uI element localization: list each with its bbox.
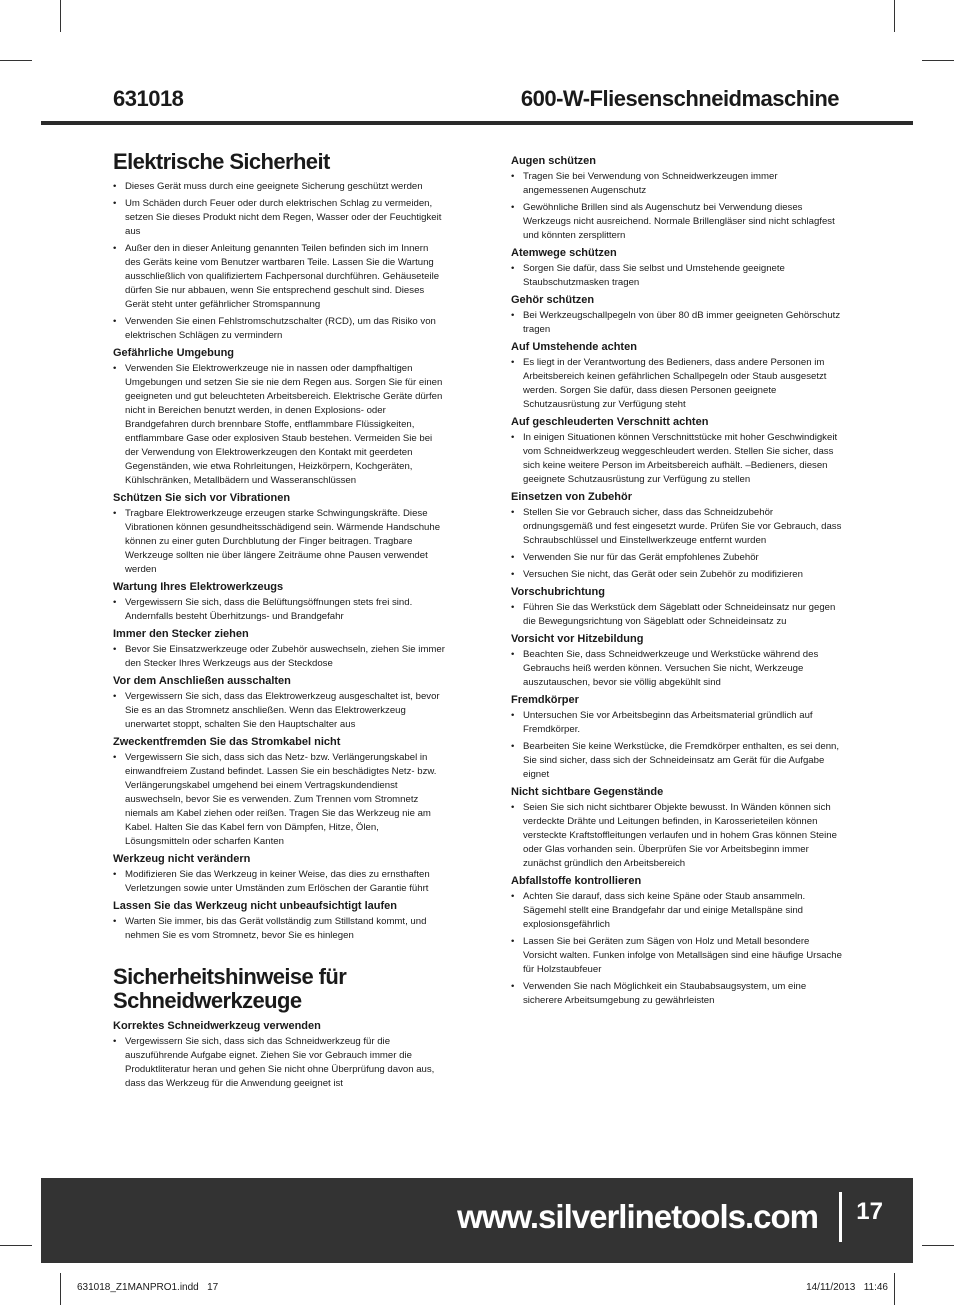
subsection-title: Zweckentfremden Sie das Stromkabel nicht bbox=[113, 736, 341, 748]
subsection-title: Schützen Sie sich vor Vibrationen bbox=[113, 492, 291, 504]
list-item: • Dieses Gerät muss durch eine geeignete Sicherung geschützt werden bbox=[113, 180, 445, 194]
header-rule bbox=[41, 121, 913, 125]
print-slug-file: 631018_Z1MANPRO1.indd 17 bbox=[77, 1282, 219, 1293]
crop-mark bbox=[60, 0, 61, 32]
bullet-list bbox=[511, 601, 843, 629]
list-item: • Verwenden Sie nach Möglichkeit ein Staubabsaugsystem, um eine sicherere Arbeitsumgebung zu gewährleisten bbox=[511, 980, 843, 1008]
list-item: • Um Schäden durch Feuer oder durch elektrischen Schlag zu vermeiden, setzen Sie dieses Produkt nicht dem Regen, Wasser oder der Feuchtigkeit aus bbox=[113, 197, 445, 239]
crop-mark bbox=[60, 1273, 61, 1305]
list-item: • Außer den in dieser Anleitung genannten Teilen befinden sich im Innern des Geräts keine vom Benutzer wartbaren Teile. Lassen Sie die Wartung ausschließlich von qualifiziertem Fachpersonal durchführen. Gehäuseteile dürfen Sie nur abbauen, wenn Sie entsprechend geschult sind. Dieses Gerät steht unter gefährlicher Stromspannung bbox=[113, 242, 445, 312]
list-item: • Bevor Sie Einsatzwerkzeuge oder Zubehör auswechseln, ziehen Sie immer den Stecker Ihres Werkzeugs aus der Steckdose bbox=[113, 643, 445, 671]
bullet-list bbox=[113, 915, 445, 943]
crop-mark bbox=[922, 1245, 954, 1246]
bullet-list bbox=[511, 506, 843, 582]
crop-mark bbox=[922, 60, 954, 61]
product-title: 600-W-Fliesenschneidmaschine bbox=[520, 86, 839, 111]
bullet-list bbox=[113, 507, 445, 577]
list-item: • Verwenden Sie nur für das Gerät empfohlenes Zubehör bbox=[511, 551, 843, 565]
bullet-list bbox=[511, 309, 843, 337]
bullet-list bbox=[113, 751, 445, 849]
list-item: • Vergewissern Sie sich, dass sich das Schneidwerkzeug für die auszuführende Aufgabe eignet. Ziehen Sie vor Gebrauch immer die Produktliteratur heran und gehen Sie nicht ohne Überprüfung davon aus, dass das Werkzeug für die Anwendung geeignet ist bbox=[113, 1035, 445, 1091]
bullet-list bbox=[113, 362, 445, 488]
subsection-title: Auf geschleuderten Verschnitt achten bbox=[511, 416, 709, 428]
bullet-list bbox=[511, 170, 843, 243]
product-code: 631018 bbox=[113, 86, 184, 111]
subsection-title: Augen schützen bbox=[511, 155, 596, 167]
page-number: 17 bbox=[856, 1198, 883, 1225]
bullet-list bbox=[113, 180, 445, 343]
bullet-list bbox=[511, 801, 843, 871]
list-item: • Führen Sie das Werkstück dem Sägeblatt oder Schneideinsatz nur gegen die Bewegungsrichtung von Sägeblatt oder Schneideinsatz zu bbox=[511, 601, 843, 629]
left-column bbox=[113, 150, 445, 1094]
subsection-title: Vorsicht vor Hitzebildung bbox=[511, 633, 644, 645]
section-heading: Elektrische Sicherheit bbox=[113, 149, 330, 174]
page-number-divider bbox=[839, 1192, 842, 1242]
list-item: • Untersuchen Sie vor Arbeitsbeginn das Arbeitsmaterial gründlich auf Fremdkörper. bbox=[511, 709, 843, 737]
subsection-title: Werkzeug nicht verändern bbox=[113, 853, 251, 865]
list-item: • Seien Sie sich nicht sichtbarer Objekte bewusst. In Wänden können sich verdeckte Drähte und Leitungen befinden, in Karosserieteilen können versteckte Kraftstoffleitungen verlaufen und in hohem Gras können Steine oder Glas vorhanden sein. Überprüfen Sie vor Arbeitsbeginn immer zunächst gründlich den Arbeitsbereich bbox=[511, 801, 843, 871]
subsection-title: Vor dem Anschließen ausschalten bbox=[113, 675, 291, 687]
list-item: • Es liegt in der Verantwortung des Bedieners, dass andere Personen im Arbeitsbereich keinen gefährlichen Schallpegeln oder Staub ausgesetzt werden. Sorgen Sie dafür, dass diesen Personen geeignete Schutzausrüstung zur Verfügung steht bbox=[511, 356, 843, 412]
print-slug-date: 14/11/2013 11:46 bbox=[806, 1282, 888, 1293]
list-item: • In einigen Situationen können Verschnittstücke mit hoher Geschwindigkeit vom Schneidwerkzeug weggeschleudert werden. Stellen Sie sicher, dass sich keine weitere Person im Arbeitsbereich aufhält. –Bedieners, diesen geeignete Schutzausrüstung zur Verfügung zu stellen bbox=[511, 431, 843, 487]
list-item: • Lassen Sie bei Geräten zum Sägen von Holz und Metall besondere Vorsicht walten. Funken infolge von Metallsägen sind eine häufige Ursache für Holzstaubfeuer bbox=[511, 935, 843, 977]
crop-mark bbox=[894, 0, 895, 32]
bullet-list bbox=[511, 648, 843, 690]
subsection-title: Lassen Sie das Werkzeug nicht unbeaufsichtigt laufen bbox=[113, 900, 398, 912]
website-url: www.silverlinetools.com bbox=[457, 1198, 818, 1235]
subsection-title: Abfallstoffe kontrollieren bbox=[511, 875, 642, 887]
list-item: • Modifizieren Sie das Werkzeug in keiner Weise, das dies zu ernsthaften Verletzungen sowie unter Umständen zum Erlöschen der Garantie führt bbox=[113, 868, 445, 896]
subsection-title: Nicht sichtbare Gegenstände bbox=[511, 786, 664, 798]
bullet-list bbox=[113, 596, 445, 624]
list-item: • Beachten Sie, dass Schneidwerkzeuge und Werkstücke während des Gebrauchs heiß werden können. Versuchen Sie nicht, Werkzeuge auszutauschen, bevor sie völlig abgekühlt sind bbox=[511, 648, 843, 690]
list-item: • Bearbeiten Sie keine Werkstücke, die Fremdkörper enthalten, es sei denn, Sie sind sicher, dass sich der Schneideinsatz am Gerät für die Aufgabe eignet bbox=[511, 740, 843, 782]
bullet-list bbox=[511, 356, 843, 412]
bullet-list bbox=[511, 262, 843, 290]
subsection-title: Auf Umstehende achten bbox=[511, 341, 637, 353]
subsection-title: Einsetzen von Zubehör bbox=[511, 491, 633, 503]
footer-bar bbox=[41, 1178, 913, 1263]
subsection-title: Fremdkörper bbox=[511, 694, 579, 706]
bullet-list bbox=[113, 1035, 445, 1091]
list-item: • Gewöhnliche Brillen sind als Augenschutz bei Verwendung dieses Werkzeugs nicht ausreichend. Normale Brillengläser sind nicht schlagfest und könnten zersplittern bbox=[511, 201, 843, 243]
list-item: • Versuchen Sie nicht, das Gerät oder sein Zubehör zu modifizieren bbox=[511, 568, 843, 582]
subsection-title: Wartung Ihres Elektrowerkzeugs bbox=[113, 581, 284, 593]
crop-mark bbox=[0, 1245, 32, 1246]
list-item: • Vergewissern Sie sich, dass sich das Netz- bzw. Verlängerungskabel in einwandfreiem Zustand befindet. Lassen Sie ein beschädigtes Netz- bzw. Verlängerungskabel umgehend bei einem Vertragskundendienst auswechseln, bevor Sie es verwenden. Zum Trennen vom Stromnetz niemals am Kabel ziehen oder reißen. Tragen Sie das Werkzeug nie am Kabel. Halten Sie das Kabel fern von Dämpfen, Hitze, Ölen, Lösungsmitteln oder scharfen Kanten bbox=[113, 751, 445, 849]
bullet-list bbox=[113, 643, 445, 671]
subsection-title: Gehör schützen bbox=[511, 294, 595, 306]
subsection-title: Gefährliche Umgebung bbox=[113, 347, 235, 359]
list-item: • Tragen Sie bei Verwendung von Schneidwerkzeugen immer angemessenen Augenschutz bbox=[511, 170, 843, 198]
list-item: • Verwenden Sie einen Fehlstromschutzschalter (RCD), um das Risiko von elektrischen Schlägen zu vermindern bbox=[113, 315, 445, 343]
section-heading: Sicherheitshinweise für Schneidwerkzeuge bbox=[113, 964, 347, 1013]
bullet-list bbox=[511, 709, 843, 782]
list-item: • Verwenden Sie Elektrowerkzeuge nie in nassen oder dampfhaltigen Umgebungen und setzen Sie sie nie dem Regen aus. Sorgen Sie für einen geeigneten und gut beleuchteten Arbeitsbereich. Elektrische Geräte dürfen nicht in Bereichen benutzt werden, in denen Explosions- oder Brandgefahren durch brennbare Stoffe, entflammbare Flüssigkeiten, entflammbare Gase oder explosiven Staub bestehen. Vermeiden Sie bei der Verwendung von Elektrowerkzeugen den Kontakt mit geerdeten Gegenständen, wie etwa Rohrleitungen, Heizkörpern, Kochgeräten, Kühlschränken, Metallbädern und Wasseranschlüssen bbox=[113, 362, 445, 488]
list-item: • Vergewissern Sie sich, dass die Belüftungsöffnungen stets frei sind. Andernfalls besteht Überhitzungs- und Brandgefahr bbox=[113, 596, 445, 624]
crop-mark bbox=[894, 1273, 895, 1305]
crop-mark bbox=[0, 60, 32, 61]
bullet-list bbox=[113, 868, 445, 896]
list-item: • Warten Sie immer, bis das Gerät vollständig zum Stillstand kommt, und nehmen Sie es vom Stromnetz, bevor Sie es hinlegen bbox=[113, 915, 445, 943]
right-column bbox=[511, 153, 843, 1011]
bullet-list bbox=[113, 690, 445, 732]
bullet-list bbox=[511, 431, 843, 487]
list-item: • Vergewissern Sie sich, dass das Elektrowerkzeug ausgeschaltet ist, bevor Sie es an das Stromnetz anschließen. Wenn das Elektrowerkzeug unerwartet stoppt, schalten Sie den Hauptschalter aus bbox=[113, 690, 445, 732]
list-item: • Tragbare Elektrowerkzeuge erzeugen starke Schwingungskräfte. Diese Vibrationen können gesundheitsschädigend sein. Wärmende Handschuhe können zu einer guten Durchblutung der Finger beitragen. Tragbare Werkzeuge sollten nie über längere Zeiträume ohne Pausen verwendet werden bbox=[113, 507, 445, 577]
list-item: • Sorgen Sie dafür, dass Sie selbst und Umstehende geeignete Staubschutzmasken tragen bbox=[511, 262, 843, 290]
bullet-list bbox=[511, 890, 843, 1008]
list-item: • Bei Werkzeugschallpegeln von über 80 dB immer geeigneten Gehörschutz tragen bbox=[511, 309, 843, 337]
list-item: • Achten Sie darauf, dass sich keine Späne oder Staub ansammeln. Sägemehl stellt eine Brandgefahr dar und einige Metallspäne sind explosionsgefährlich bbox=[511, 890, 843, 932]
subsection-title: Immer den Stecker ziehen bbox=[113, 628, 249, 640]
subsection-title: Atemwege schützen bbox=[511, 247, 617, 259]
list-item: • Stellen Sie vor Gebrauch sicher, dass das Schneidzubehör ordnungsgemäß und fest eingesetzt wurde. Prüfen Sie vor Gebrauch, dass Schraubschlüssel und Einstellwerkzeuge entfernt wurden bbox=[511, 506, 843, 548]
subsection-title: Korrektes Schneidwerkzeug verwenden bbox=[113, 1020, 321, 1032]
subsection-title: Vorschubrichtung bbox=[511, 586, 605, 598]
